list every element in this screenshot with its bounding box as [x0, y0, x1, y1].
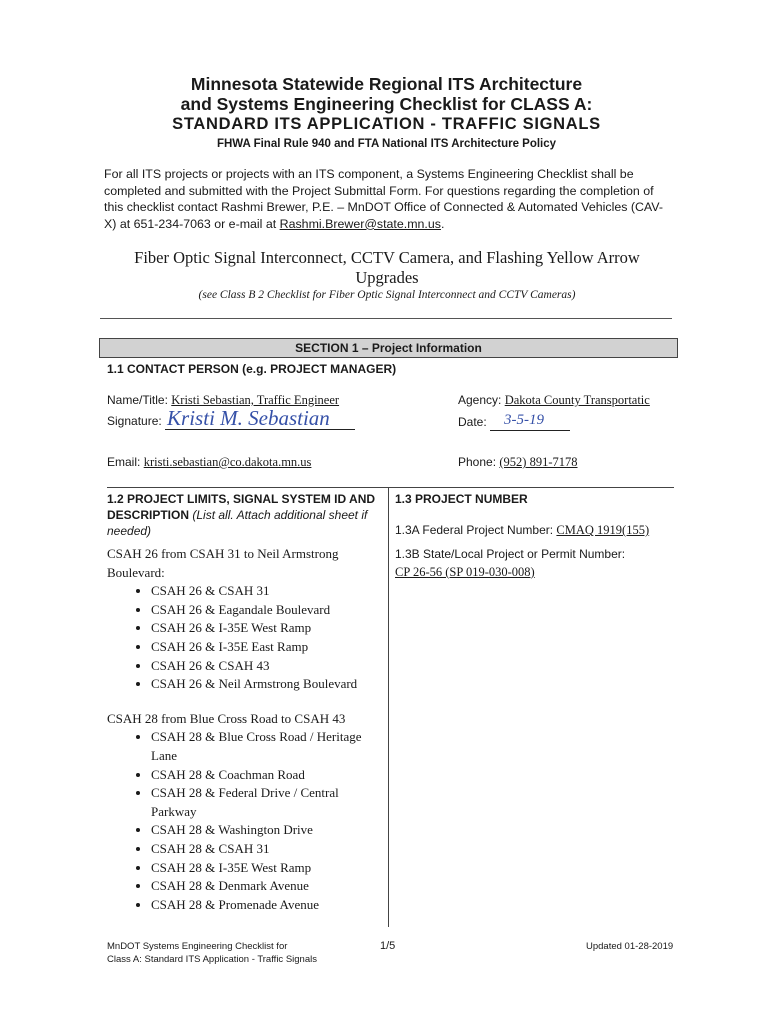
project-limits-title: 1.2 PROJECT LIMITS, SIGNAL SYSTEM ID AND DESCRIPTION: [107, 492, 376, 522]
phone-label: Phone:: [458, 455, 497, 469]
list-item: • CSAH 28 & CSAH 31: [151, 840, 382, 859]
phone-value: (952) 891-7178: [499, 455, 578, 469]
email-field: [107, 455, 311, 470]
date-field: [458, 410, 570, 431]
title-line-4: FHWA Final Rule 940 and FTA National ITS Architecture Policy: [216, 138, 557, 150]
list-item: • CSAH 28 & Promenade Avenue: [151, 896, 382, 915]
section-1-heading: SECTION 1 – Project Information: [99, 338, 678, 358]
list-item: • CSAH 26 & Neil Armstrong Boulevard: [151, 675, 382, 694]
date-label: Date:: [458, 415, 487, 429]
page-number: 1/5: [380, 940, 396, 952]
list-item: • CSAH 26 & CSAH 31: [151, 582, 382, 601]
project-limits-note: (List all. Attach additional sheet if needed): [107, 508, 368, 538]
name-value: Kristi Sebastian, Traffic Engineer: [171, 393, 340, 407]
list-item: • CSAH 28 & Coachman Road: [151, 766, 382, 785]
list-item: • CSAH 26 & I-35E East Ramp: [151, 638, 382, 657]
agency-field: [458, 393, 650, 408]
agency-label: Agency:: [458, 393, 502, 407]
email-label: Email:: [107, 455, 141, 469]
federal-number-row: [395, 523, 680, 538]
project-number-heading: 1.3 PROJECT NUMBER: [395, 492, 528, 506]
federal-number-label: 1.3A Federal Project Number:: [395, 523, 554, 537]
group-2-list: [107, 728, 382, 914]
state-number-label: 1.3B State/Local Project or Permit Number:: [395, 547, 626, 561]
project-limits-column: [107, 491, 382, 914]
footer-line-1: MnDOT Systems Engineering Checklist for: [107, 941, 288, 952]
table-top-border: [107, 487, 674, 488]
list-item: • CSAH 28 & Denmark Avenue: [151, 877, 382, 896]
divider: [100, 318, 672, 319]
agency-value: Dakota County Transportatic: [504, 393, 650, 407]
intro-text: For all ITS projects or projects with an ITS component, a Systems Engineering Checklist shall be completed and submitted with the Project Submittal Form. For questions regarding the completion of this checklist contact Rashmi Brewer, P.E. – MnDOT Office of Connected & Automated Vehicles (CAV-X) at 651-234-7063 or e-mail at: [104, 167, 663, 231]
signature-value: Kristi M. Sebastian: [167, 406, 330, 430]
contact-email-link[interactable]: Rashmi.Brewer@state.mn.us: [279, 216, 441, 231]
date-value: 3-5-19: [504, 412, 545, 428]
contact-heading: 1.1 CONTACT PERSON (e.g. PROJECT MANAGER): [107, 362, 397, 376]
project-limits-heading: [107, 491, 382, 539]
project-subtitle: (see Class B 2 Checklist for Fiber Optic Signal Interconnect and CCTV Cameras): [198, 289, 576, 301]
column-divider: [388, 487, 389, 927]
list-item: • CSAH 28 & Blue Cross Road / Heritage Lane: [151, 728, 382, 765]
group-1-title: CSAH 26 from CSAH 31 to Neil Armstrong Boulevard:: [107, 546, 339, 580]
group-1-list: [107, 582, 382, 694]
title-line-2: and Systems Engineering Checklist for CLASS A:: [180, 94, 593, 114]
date-line: [490, 410, 570, 431]
title-line-3: STANDARD ITS APPLICATION - TRAFFIC SIGNALS: [172, 115, 601, 133]
phone-field: [458, 455, 578, 470]
list-item: • CSAH 26 & CSAH 43: [151, 657, 382, 676]
project-title: Fiber Optic Signal Interconnect, CCTV Camera, and Flashing Yellow Arrow Upgrades: [134, 248, 640, 287]
footer-document-name: [107, 941, 317, 966]
title-line-1: Minnesota Statewide Regional ITS Architecture: [190, 74, 583, 94]
updated-date: Updated 01-28-2019: [586, 941, 674, 952]
intro-end: .: [440, 216, 445, 231]
list-item: • CSAH 26 & Eagandale Boulevard: [151, 601, 382, 620]
email-value: kristi.sebastian@co.dakota.mn.us: [143, 455, 312, 469]
name-label: Name/Title:: [107, 393, 168, 407]
list-item: • CSAH 28 & Federal Drive / Central Parkway: [151, 784, 382, 821]
footer-line-2: Class A: Standard ITS Application - Traffic Signals: [107, 953, 317, 965]
group-2-title: CSAH 28 from Blue Cross Road to CSAH 43: [107, 710, 346, 726]
signature-line: [165, 405, 355, 430]
state-number-value: CP 26-56 (SP 019-030-008): [395, 565, 535, 579]
federal-number-value: CMAQ 1919(155): [556, 523, 650, 537]
signature-label: Signature:: [107, 414, 162, 428]
project-number-column: [395, 491, 680, 581]
list-item: • CSAH 28 & Washington Drive: [151, 821, 382, 840]
list-item: • CSAH 28 & I-35E West Ramp: [151, 859, 382, 878]
list-item: • CSAH 26 & I-35E West Ramp: [151, 619, 382, 638]
signature-field: [107, 405, 355, 430]
intro-paragraph: [104, 166, 674, 232]
document-header: [100, 74, 673, 153]
